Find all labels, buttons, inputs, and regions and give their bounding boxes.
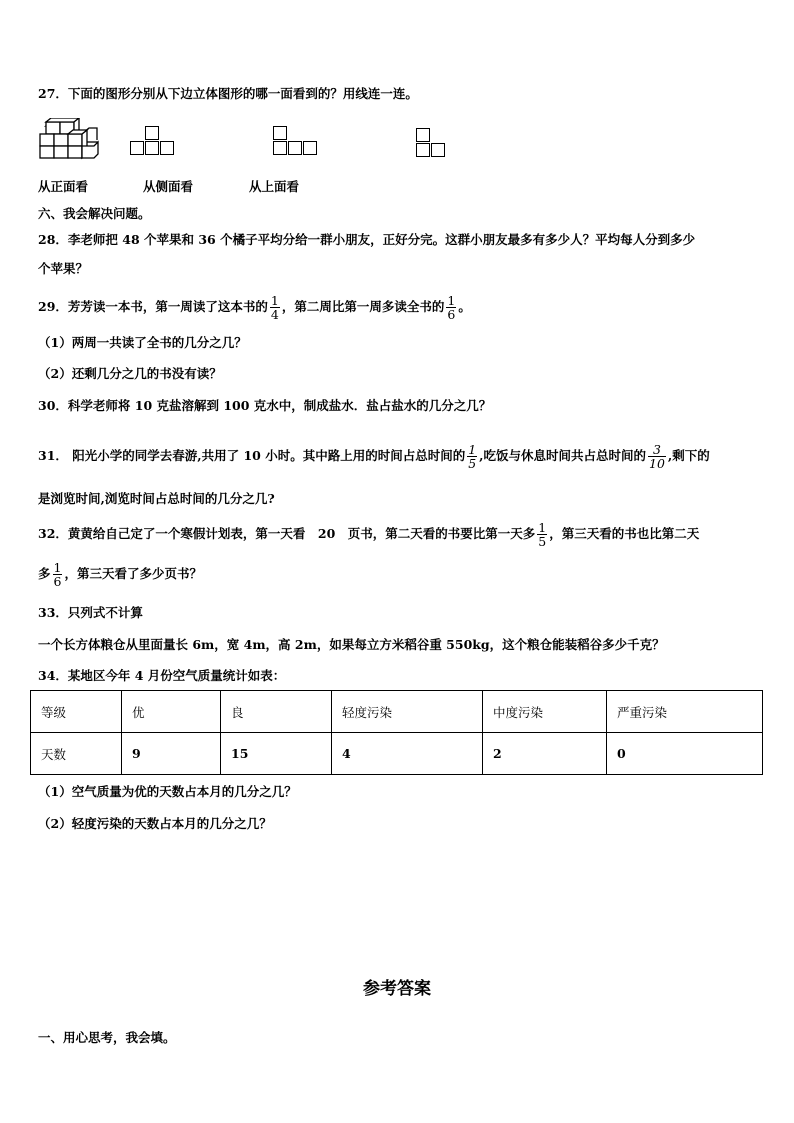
table-cell: 天数 bbox=[31, 733, 122, 775]
q31-fraction-2 bbox=[648, 443, 666, 470]
q32-text-a: 32．黄黄给自己定了一个寒假计划表，第一天看 20 页书，第二天看的书要比第一天多 bbox=[38, 526, 536, 541]
q29-line bbox=[38, 285, 471, 329]
square bbox=[416, 128, 430, 142]
q32-frac2-den: 6 bbox=[53, 574, 62, 589]
q31-frac1-den: 5 bbox=[468, 456, 477, 471]
square bbox=[288, 141, 302, 155]
q34-sub1: （1）空气质量为优的天数占本月的几分之几？ bbox=[38, 784, 297, 799]
table-cell: 15 bbox=[221, 733, 332, 775]
cube-solid-figure bbox=[38, 118, 100, 160]
q29-text-c: 。 bbox=[458, 299, 471, 314]
square bbox=[416, 143, 430, 157]
table-cell: 9 bbox=[122, 733, 221, 775]
q31-frac2-den: 10 bbox=[649, 456, 665, 471]
view-label-top: 从上面看 bbox=[249, 179, 300, 194]
q29-frac2-num: 1 bbox=[447, 292, 456, 308]
q31-frac1-num: 1 bbox=[468, 441, 477, 457]
view-figure-3 bbox=[273, 126, 319, 158]
q30-text: 30．科学老师将 10 克盐溶解到 100 克水中，制成盐水．盐占盐水的几分之几？ bbox=[38, 398, 492, 413]
view-figure-4 bbox=[416, 128, 448, 162]
q33-title: 33．只列式不计算 bbox=[38, 605, 143, 620]
table-row bbox=[31, 733, 763, 775]
air-quality-table bbox=[30, 690, 763, 775]
square bbox=[273, 126, 287, 140]
q31-text-b: ,吃饭与休息时间共占总时间的 bbox=[479, 448, 647, 463]
q31-text-c: ,剩下的 bbox=[667, 448, 710, 463]
square bbox=[303, 141, 317, 155]
q29-frac1-num: 1 bbox=[270, 292, 279, 308]
q27-text: 27．下面的图形分别从下边立体图形的哪一面看到的？用线连一连。 bbox=[38, 86, 418, 101]
table-cell: 中度污染 bbox=[483, 691, 607, 733]
table-cell: 0 bbox=[607, 733, 763, 775]
q29-text-a: 29．芳芳读一本书，第一周读了这本书的 bbox=[38, 299, 268, 314]
view-figure-2 bbox=[130, 126, 176, 158]
q29-frac2-den: 6 bbox=[447, 307, 456, 322]
view-label-front: 从正面看 bbox=[38, 179, 89, 194]
q32-frac1-num: 1 bbox=[538, 519, 547, 535]
table-cell: 2 bbox=[483, 733, 607, 775]
table-cell: 4 bbox=[332, 733, 483, 775]
table-cell: 轻度污染 bbox=[332, 691, 483, 733]
q28-line1: 28．李老师把 48 个苹果和 36 个橘子平均分给一群小朋友，正好分完。这群小朋友最多有多少人？平均每人分到多少 bbox=[38, 232, 696, 247]
square bbox=[130, 141, 144, 155]
cube-solid-drawing bbox=[38, 118, 100, 160]
answer-section-1: 一、用心思考，我会填。 bbox=[38, 1030, 176, 1045]
view-label-side: 从侧面看 bbox=[143, 179, 194, 194]
q29-text-b: ，第二周比第一周多读全书的 bbox=[281, 299, 445, 314]
section-6-heading: 六、我会解决问题。 bbox=[38, 206, 151, 221]
q33-body: 一个长方体粮仓从里面量长 6m，宽 4m，高 2m，如果每立方米稻谷重 550kg，这个粮仓能装稻谷多少千克？ bbox=[38, 637, 665, 652]
q32-fraction-2 bbox=[53, 561, 63, 588]
q28-line2: 个苹果？ bbox=[38, 261, 89, 276]
q32-frac2-num: 1 bbox=[53, 559, 62, 575]
q31-fraction-1 bbox=[467, 443, 477, 470]
q32-line2 bbox=[38, 552, 202, 596]
q31-line2: 是浏览时间,浏览时间占总时间的几分之几? bbox=[38, 491, 275, 506]
q32-text-b: ，第三天看的书也比第二天 bbox=[549, 526, 700, 541]
q32-fraction-1 bbox=[537, 521, 547, 548]
q29-fraction-1 bbox=[270, 294, 280, 321]
q32-text-c: 多 bbox=[38, 566, 51, 581]
q34-title: 34．某地区今年 4 月份空气质量统计如表： bbox=[38, 668, 286, 683]
square bbox=[431, 143, 445, 157]
q31-frac2-num: 3 bbox=[648, 443, 666, 457]
square bbox=[145, 126, 159, 140]
table-cell: 严重污染 bbox=[607, 691, 763, 733]
q32-line1 bbox=[38, 512, 699, 556]
q34-sub2: （2）轻度污染的天数占本月的几分之几？ bbox=[38, 816, 272, 831]
q29-sub1: （1）两周一共读了全书的几分之几？ bbox=[38, 335, 247, 350]
q29-fraction-2 bbox=[446, 294, 456, 321]
q32-text-d: ，第三天看了多少页书？ bbox=[64, 566, 202, 581]
table-header-row bbox=[31, 691, 763, 733]
q31-line bbox=[38, 432, 710, 480]
q29-frac1-den: 4 bbox=[270, 307, 279, 322]
square bbox=[160, 141, 174, 155]
square bbox=[145, 141, 159, 155]
table-cell: 优 bbox=[122, 691, 221, 733]
square bbox=[273, 141, 287, 155]
answer-title: 参考答案 bbox=[363, 979, 431, 999]
q31-text-a: 31． 阳光小学的同学去春游,共用了 10 小时。其中路上用的时间占总时间的 bbox=[38, 448, 466, 463]
table-cell: 良 bbox=[221, 691, 332, 733]
q29-sub2: （2）还剩几分之几的书没有读？ bbox=[38, 366, 222, 381]
table-cell: 等级 bbox=[31, 691, 122, 733]
q32-frac1-den: 5 bbox=[538, 534, 547, 549]
